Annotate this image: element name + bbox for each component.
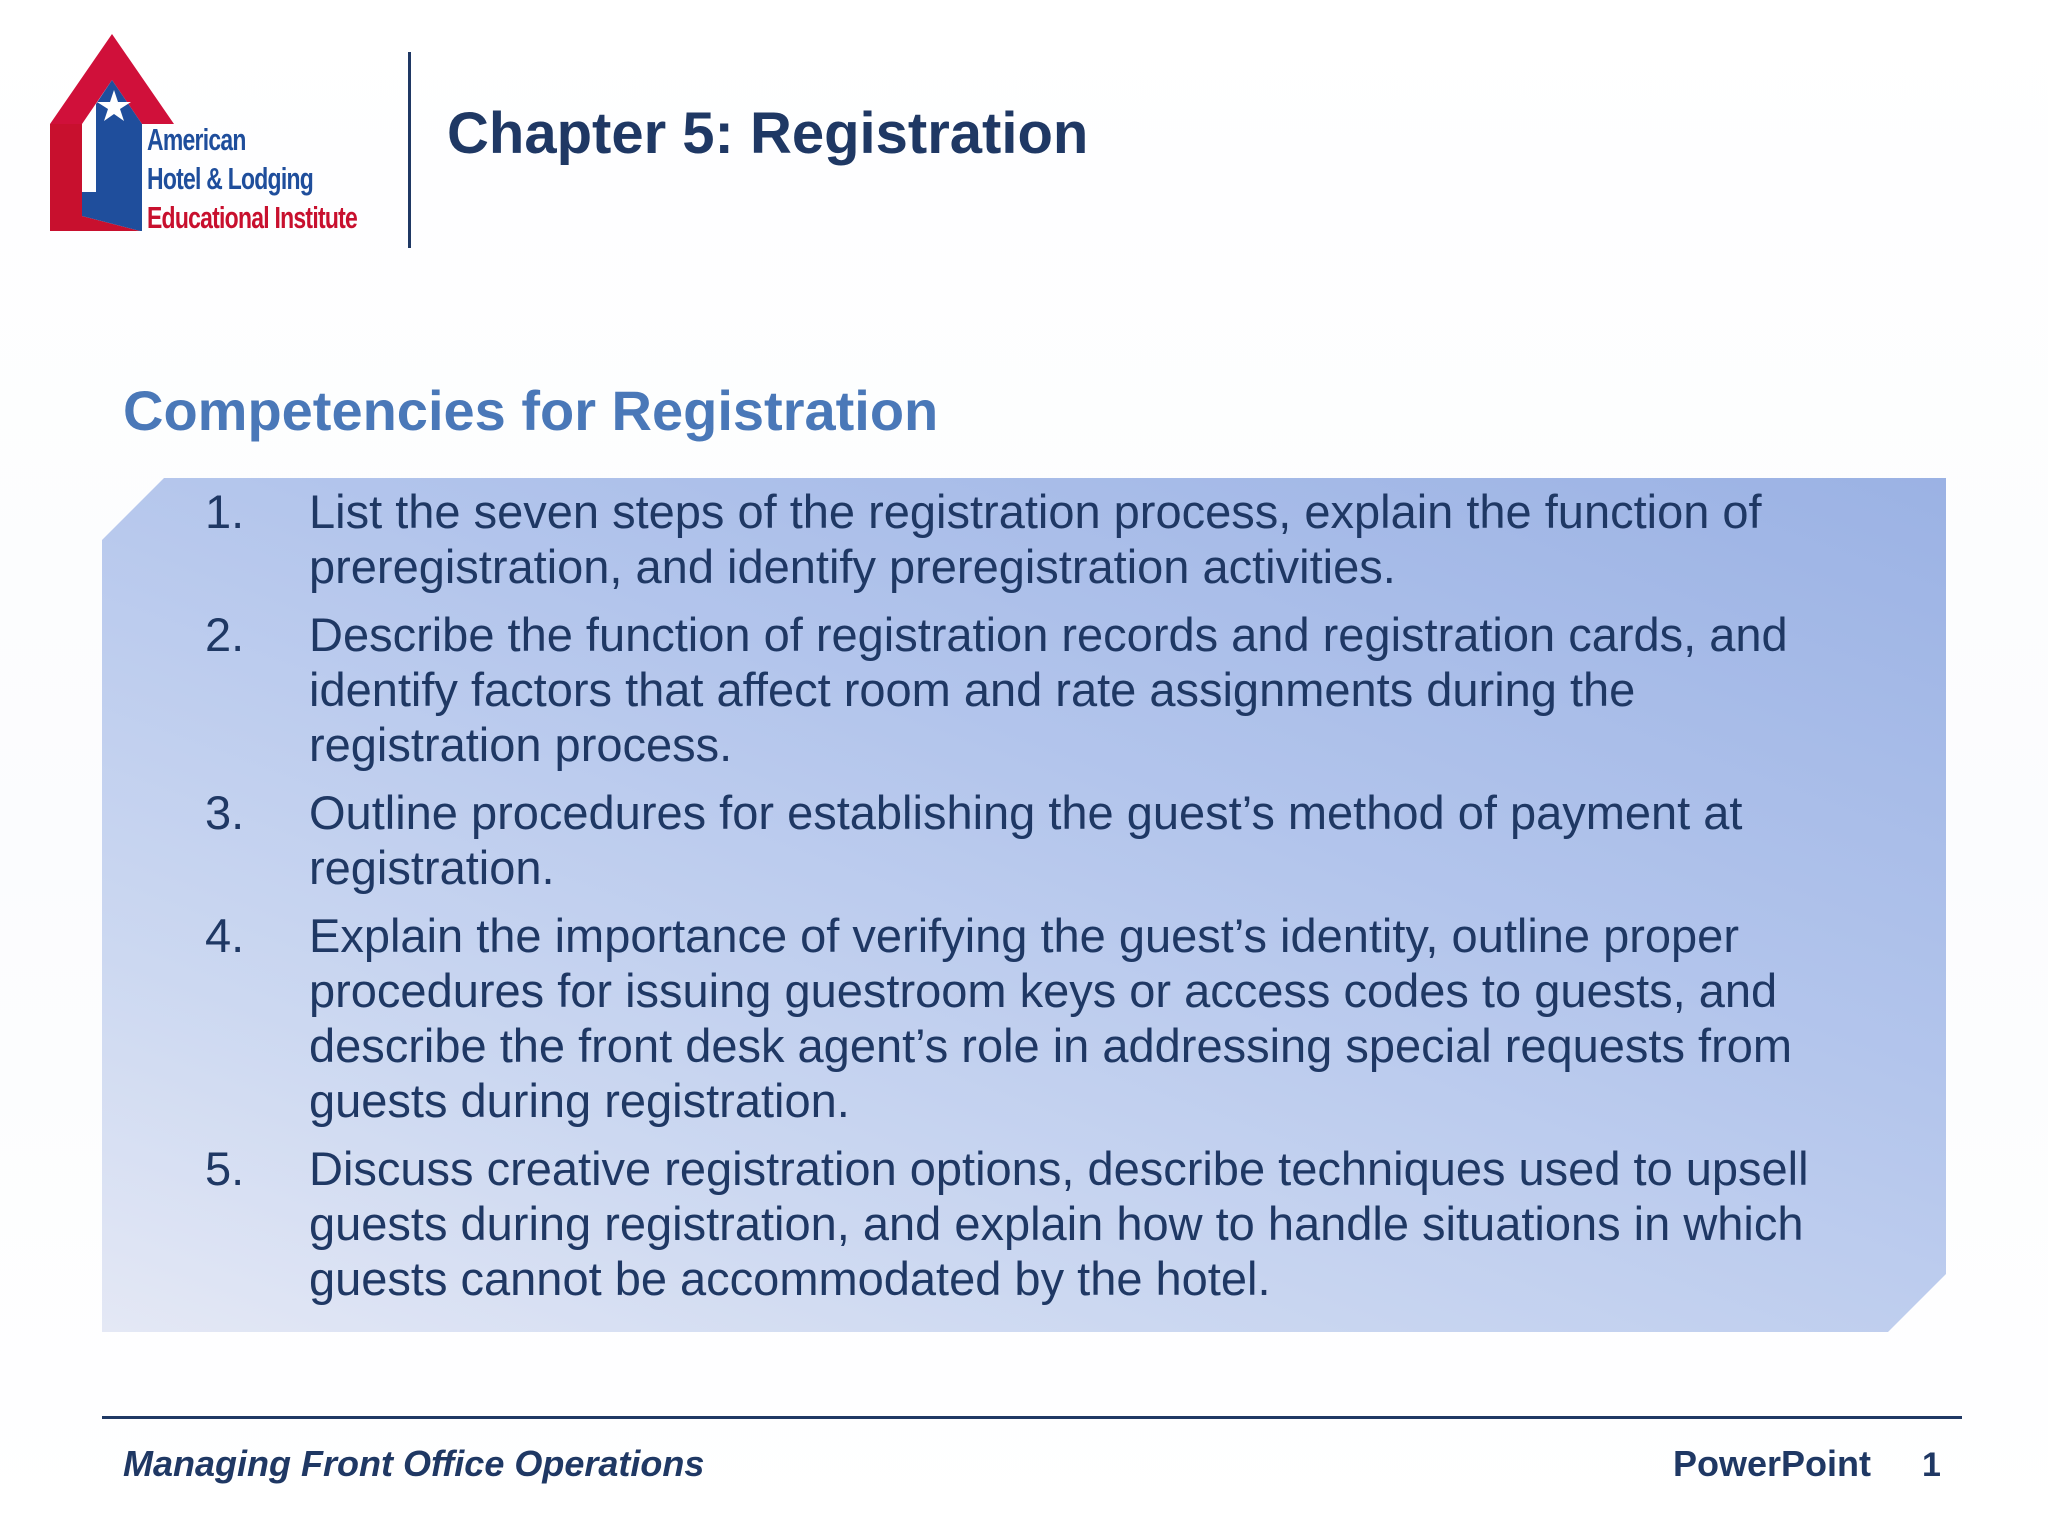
- footer-divider: [102, 1416, 1962, 1419]
- list-item: [205, 1141, 1825, 1306]
- section-title: Competencies for Registration: [123, 379, 939, 442]
- list-item-text: Explain the importance of verifying the guest’s identity, outline proper procedures for issuing guestroom keys or access codes to guests, and describe the front desk agent’s role in addressing special requests from guests during registration.: [309, 909, 1793, 1127]
- footer-powerpoint-label: PowerPoint: [1673, 1443, 1872, 1484]
- page-number: 1: [1922, 1446, 1941, 1484]
- competency-list: [205, 484, 1825, 1319]
- list-item-text: Describe the function of registration records and registration cards, and identify factors that affect room and rate assignments during the registration process.: [309, 608, 1788, 771]
- ahlei-logo: [48, 32, 388, 242]
- logo-text-educational-institute: Educational Institute: [147, 200, 358, 235]
- list-item: [205, 607, 1825, 772]
- list-item-number: 5.: [205, 1142, 245, 1195]
- list-item-number: 1.: [205, 485, 245, 538]
- list-item-text: List the seven steps of the registration process, explain the function of preregistration, and identify preregistration activities.: [309, 485, 1762, 593]
- list-item-text: Discuss creative registration options, describe techniques used to upsell guests during registration, and explain how to handle situations in which guests cannot be accommodated by the hotel.: [309, 1142, 1809, 1305]
- chapter-title: Chapter 5: Registration: [447, 101, 1089, 166]
- list-item: [205, 484, 1825, 594]
- footer-course-title: Managing Front Office Operations: [123, 1443, 705, 1484]
- logo-text-hotel-lodging: Hotel & Lodging: [147, 161, 314, 196]
- list-item-text: Outline procedures for establishing the guest’s method of payment at registration.: [309, 786, 1743, 894]
- list-item-number: 3.: [205, 786, 245, 839]
- logo-text-american: American: [147, 122, 246, 157]
- list-item-number: 4.: [205, 909, 245, 962]
- header-divider: [408, 52, 411, 248]
- list-item-number: 2.: [205, 608, 245, 661]
- list-item: [205, 908, 1825, 1128]
- list-item: [205, 785, 1825, 895]
